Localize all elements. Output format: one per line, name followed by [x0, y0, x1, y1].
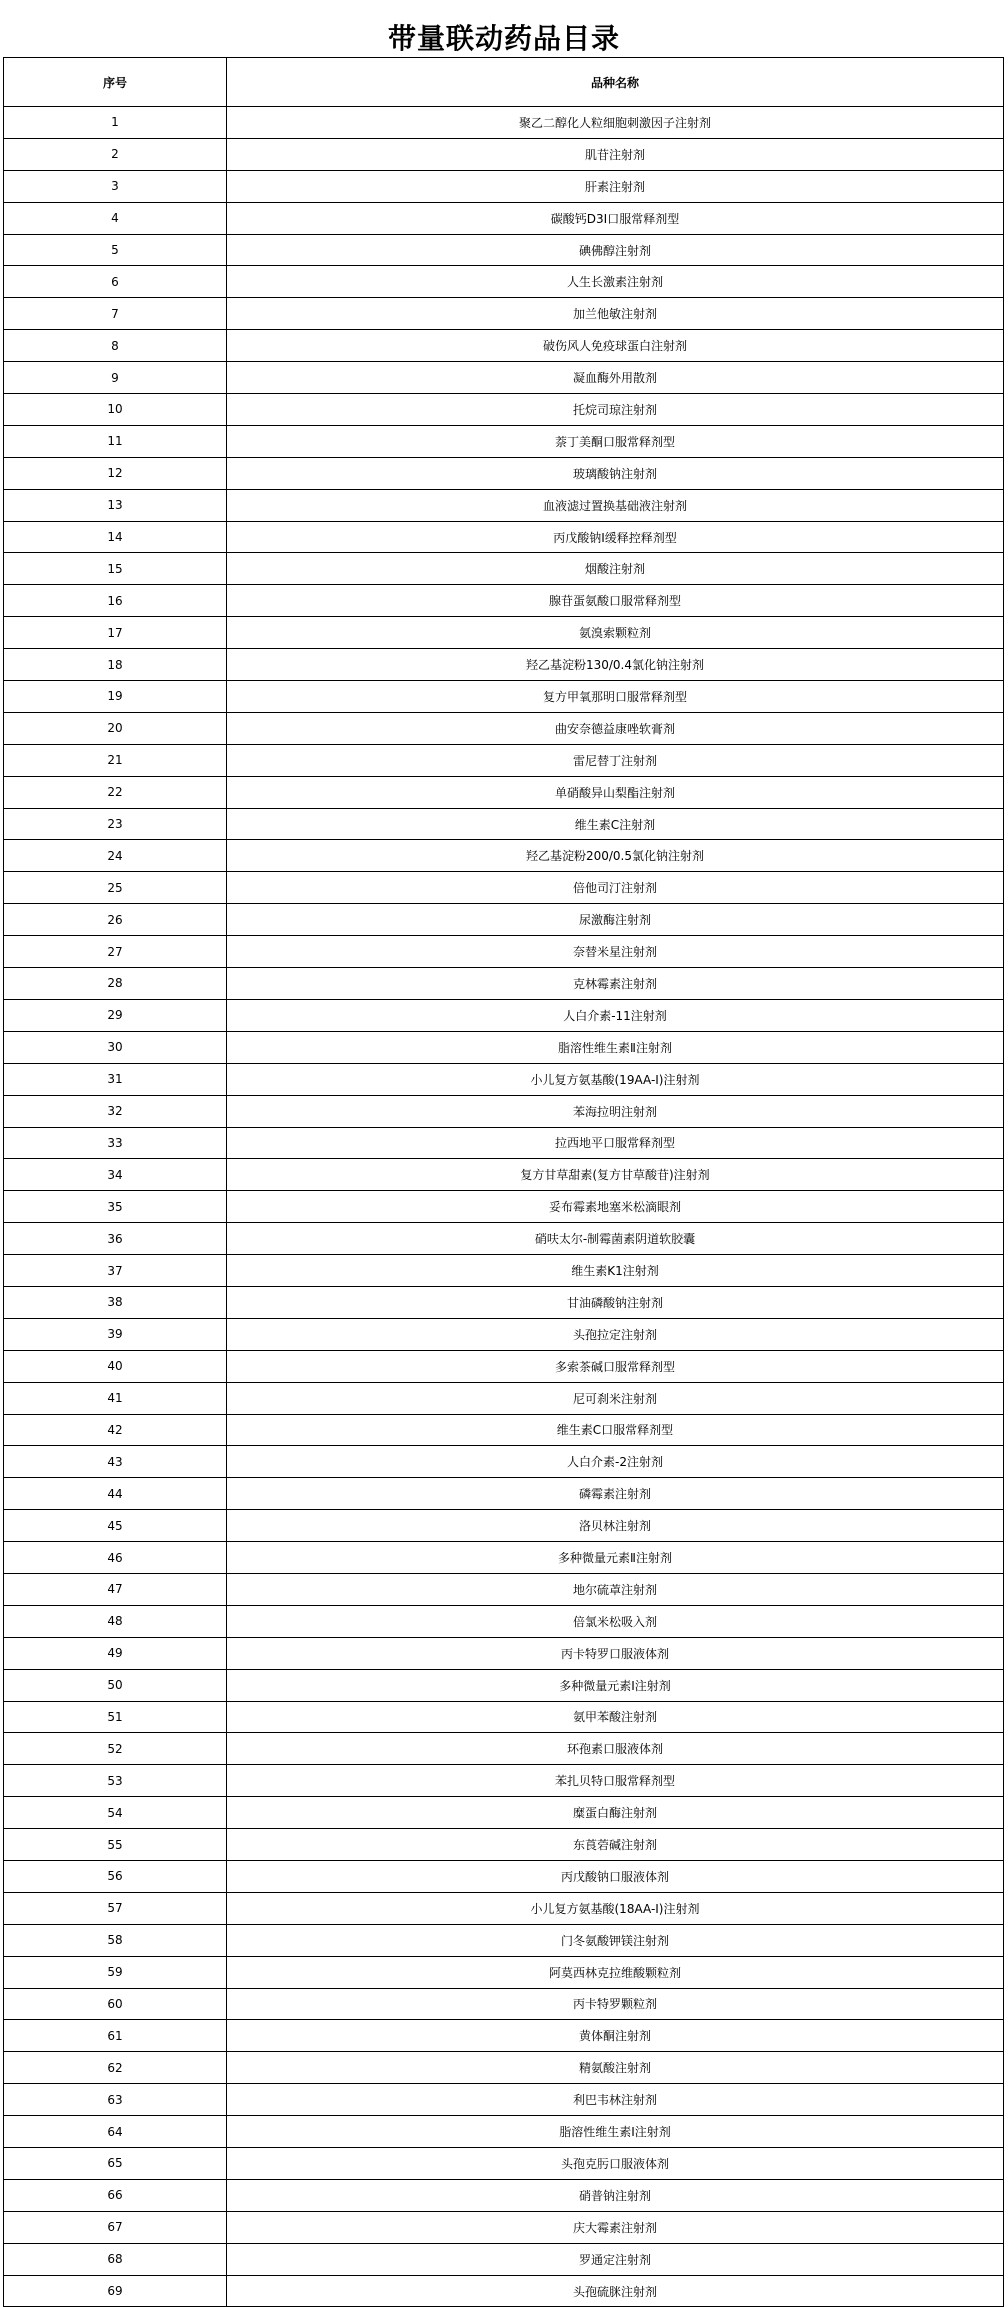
drug-name-cell: 甘油磷酸钠注射剂: [227, 1286, 1004, 1318]
drug-name-cell: 人白介素-2注射剂: [227, 1446, 1004, 1478]
table-row: [4, 1860, 1004, 1892]
drug-name-cell: 脂溶性维生素Ⅱ注射剂: [227, 1031, 1004, 1063]
serial-number-cell: 5: [4, 234, 227, 266]
drug-name-cell: 硝普钠注射剂: [227, 2179, 1004, 2211]
column-header-serial-number: 序号: [4, 58, 227, 107]
table-row: [4, 1988, 1004, 2020]
drug-name-cell: 洛贝林注射剂: [227, 1510, 1004, 1542]
drug-name-cell: 托烷司琼注射剂: [227, 394, 1004, 426]
drug-name-cell: 肌苷注射剂: [227, 138, 1004, 170]
drug-name-cell: 脂溶性维生素Ⅰ注射剂: [227, 2116, 1004, 2148]
drug-name-cell: 利巴韦林注射剂: [227, 2084, 1004, 2116]
table-row: [4, 170, 1004, 202]
serial-number-cell: 56: [4, 1860, 227, 1892]
table-row: [4, 2148, 1004, 2180]
drug-name-cell: 妥布霉素地塞米松滴眼剂: [227, 1191, 1004, 1223]
table-row: [4, 2116, 1004, 2148]
serial-number-cell: 41: [4, 1382, 227, 1414]
drug-name-cell: 环孢素口服液体剂: [227, 1733, 1004, 1765]
serial-number-cell: 45: [4, 1510, 227, 1542]
table-row: [4, 521, 1004, 553]
serial-number-cell: 26: [4, 904, 227, 936]
serial-number-cell: 12: [4, 457, 227, 489]
drug-name-cell: 黄体酮注射剂: [227, 2020, 1004, 2052]
drug-name-cell: 肝素注射剂: [227, 170, 1004, 202]
serial-number-cell: 48: [4, 1605, 227, 1637]
drug-name-cell: 倍氯米松吸入剂: [227, 1605, 1004, 1637]
table-row: [4, 457, 1004, 489]
serial-number-cell: 28: [4, 968, 227, 1000]
serial-number-cell: 42: [4, 1414, 227, 1446]
table-row: [4, 202, 1004, 234]
serial-number-cell: 30: [4, 1031, 227, 1063]
drug-name-cell: 多索茶碱口服常释剂型: [227, 1350, 1004, 1382]
serial-number-cell: 46: [4, 1542, 227, 1574]
drug-name-cell: 拉西地平口服常释剂型: [227, 1127, 1004, 1159]
table-row: [4, 1286, 1004, 1318]
serial-number-cell: 67: [4, 2211, 227, 2243]
table-row: [4, 1956, 1004, 1988]
drug-name-cell: 头孢拉定注射剂: [227, 1318, 1004, 1350]
drug-name-cell: 东莨菪碱注射剂: [227, 1829, 1004, 1861]
drug-name-cell: 奈替米星注射剂: [227, 936, 1004, 968]
drug-name-cell: 多种微量元素Ⅰ注射剂: [227, 1669, 1004, 1701]
page-title: 带量联动药品目录: [387, 22, 620, 55]
serial-number-cell: 55: [4, 1829, 227, 1861]
drug-name-cell: 丙卡特罗口服液体剂: [227, 1637, 1004, 1669]
table-row: [4, 1542, 1004, 1574]
table-row: [4, 362, 1004, 394]
table-row: [4, 1892, 1004, 1924]
drug-name-cell: 头孢硫脒注射剂: [227, 2275, 1004, 2307]
table-row: [4, 968, 1004, 1000]
table-row: [4, 1350, 1004, 1382]
serial-number-cell: 54: [4, 1797, 227, 1829]
table-row: [4, 1446, 1004, 1478]
serial-number-cell: 69: [4, 2275, 227, 2307]
serial-number-cell: 50: [4, 1669, 227, 1701]
drug-name-cell: 复方甘草甜素(复方甘草酸苷)注射剂: [227, 1159, 1004, 1191]
drug-name-cell: 尼可刹米注射剂: [227, 1382, 1004, 1414]
table-row: [4, 138, 1004, 170]
serial-number-cell: 16: [4, 585, 227, 617]
serial-number-cell: 17: [4, 617, 227, 649]
serial-number-cell: 11: [4, 425, 227, 457]
drug-name-cell: 精氨酸注射剂: [227, 2052, 1004, 2084]
serial-number-cell: 47: [4, 1573, 227, 1605]
table-row: [4, 1318, 1004, 1350]
serial-number-cell: 60: [4, 1988, 227, 2020]
drug-catalog-table: [3, 57, 1004, 2307]
table-row: [4, 1733, 1004, 1765]
drug-name-cell: 维生素K1注射剂: [227, 1255, 1004, 1287]
drug-name-cell: 曲安奈德益康唑软膏剂: [227, 712, 1004, 744]
drug-name-cell: 门冬氨酸钾镁注射剂: [227, 1924, 1004, 1956]
serial-number-cell: 39: [4, 1318, 227, 1350]
table-row: [4, 1669, 1004, 1701]
table-row: [4, 2020, 1004, 2052]
table-row: [4, 999, 1004, 1031]
table-row: [4, 1414, 1004, 1446]
table-row: [4, 394, 1004, 426]
table-row: [4, 489, 1004, 521]
table-row: [4, 1127, 1004, 1159]
table-row: [4, 2084, 1004, 2116]
table-row: [4, 1095, 1004, 1127]
serial-number-cell: 15: [4, 553, 227, 585]
table-row: [4, 1382, 1004, 1414]
table-row: [4, 2243, 1004, 2275]
drug-name-cell: 地尔硫䓬注射剂: [227, 1573, 1004, 1605]
drug-name-cell: 苯海拉明注射剂: [227, 1095, 1004, 1127]
table-row: [4, 2179, 1004, 2211]
table-row: [4, 936, 1004, 968]
serial-number-cell: 25: [4, 872, 227, 904]
serial-number-cell: 61: [4, 2020, 227, 2052]
serial-number-cell: 38: [4, 1286, 227, 1318]
drug-name-cell: 苯扎贝特口服常释剂型: [227, 1765, 1004, 1797]
table-row: [4, 1829, 1004, 1861]
drug-name-cell: 倍他司汀注射剂: [227, 872, 1004, 904]
table-row: [4, 585, 1004, 617]
serial-number-cell: 36: [4, 1223, 227, 1255]
table-row: [4, 1605, 1004, 1637]
serial-number-cell: 49: [4, 1637, 227, 1669]
serial-number-cell: 4: [4, 202, 227, 234]
drug-name-cell: 糜蛋白酶注射剂: [227, 1797, 1004, 1829]
serial-number-cell: 9: [4, 362, 227, 394]
drug-name-cell: 维生素C注射剂: [227, 808, 1004, 840]
drug-name-cell: 破伤风人免疫球蛋白注射剂: [227, 330, 1004, 362]
drug-name-cell: 头孢克肟口服液体剂: [227, 2148, 1004, 2180]
drug-name-cell: 碳酸钙D3Ⅰ口服常释剂型: [227, 202, 1004, 234]
table-row: [4, 1797, 1004, 1829]
serial-number-cell: 43: [4, 1446, 227, 1478]
serial-number-cell: 6: [4, 266, 227, 298]
drug-name-cell: 聚乙二醇化人粒细胞刺激因子注射剂: [227, 107, 1004, 139]
table-row: [4, 553, 1004, 585]
table-row: [4, 2052, 1004, 2084]
table-row: [4, 776, 1004, 808]
serial-number-cell: 63: [4, 2084, 227, 2116]
drug-name-cell: 羟乙基淀粉200/0.5氯化钠注射剂: [227, 840, 1004, 872]
serial-number-cell: 64: [4, 2116, 227, 2148]
serial-number-cell: 10: [4, 394, 227, 426]
serial-number-cell: 27: [4, 936, 227, 968]
serial-number-cell: 3: [4, 170, 227, 202]
drug-name-cell: 雷尼替丁注射剂: [227, 744, 1004, 776]
drug-name-cell: 复方甲氧那明口服常释剂型: [227, 681, 1004, 713]
table-row: [4, 1223, 1004, 1255]
table-row: [4, 617, 1004, 649]
serial-number-cell: 62: [4, 2052, 227, 2084]
serial-number-cell: 18: [4, 649, 227, 681]
table-row: [4, 1924, 1004, 1956]
drug-name-cell: 磷霉素注射剂: [227, 1478, 1004, 1510]
table-row: [4, 840, 1004, 872]
drug-name-cell: 小儿复方氨基酸(19AA-Ⅰ)注射剂: [227, 1063, 1004, 1095]
table-row: [4, 712, 1004, 744]
serial-number-cell: 20: [4, 712, 227, 744]
table-row: [4, 2275, 1004, 2307]
drug-name-cell: 罗通定注射剂: [227, 2243, 1004, 2275]
table-row: [4, 1191, 1004, 1223]
table-body: [4, 107, 1004, 2307]
drug-name-cell: 小儿复方氨基酸(18AA-Ⅰ)注射剂: [227, 1892, 1004, 1924]
serial-number-cell: 33: [4, 1127, 227, 1159]
drug-name-cell: 萘丁美酮口服常释剂型: [227, 425, 1004, 457]
serial-number-cell: 8: [4, 330, 227, 362]
drug-name-cell: 硝呋太尔-制霉菌素阴道软胶囊: [227, 1223, 1004, 1255]
table-row: [4, 266, 1004, 298]
table-row: [4, 1031, 1004, 1063]
serial-number-cell: 32: [4, 1095, 227, 1127]
serial-number-cell: 40: [4, 1350, 227, 1382]
serial-number-cell: 52: [4, 1733, 227, 1765]
serial-number-cell: 1: [4, 107, 227, 139]
serial-number-cell: 29: [4, 999, 227, 1031]
drug-name-cell: 多种微量元素Ⅱ注射剂: [227, 1542, 1004, 1574]
drug-name-cell: 玻璃酸钠注射剂: [227, 457, 1004, 489]
table-row: [4, 425, 1004, 457]
drug-name-cell: 单硝酸异山梨酯注射剂: [227, 776, 1004, 808]
table-row: [4, 1701, 1004, 1733]
drug-name-cell: 尿激酶注射剂: [227, 904, 1004, 936]
serial-number-cell: 7: [4, 298, 227, 330]
table-row: [4, 808, 1004, 840]
serial-number-cell: 21: [4, 744, 227, 776]
drug-name-cell: 碘佛醇注射剂: [227, 234, 1004, 266]
drug-name-cell: 烟酸注射剂: [227, 553, 1004, 585]
table-row: [4, 1478, 1004, 1510]
table-row: [4, 2211, 1004, 2243]
drug-name-cell: 丙卡特罗颗粒剂: [227, 1988, 1004, 2020]
serial-number-cell: 57: [4, 1892, 227, 1924]
serial-number-cell: 65: [4, 2148, 227, 2180]
serial-number-cell: 66: [4, 2179, 227, 2211]
table-row: [4, 1255, 1004, 1287]
drug-name-cell: 腺苷蛋氨酸口服常释剂型: [227, 585, 1004, 617]
table-row: [4, 681, 1004, 713]
serial-number-cell: 53: [4, 1765, 227, 1797]
serial-number-cell: 51: [4, 1701, 227, 1733]
table-header-row: [4, 58, 1004, 107]
drug-name-cell: 丙戊酸钠Ⅰ缓释控释剂型: [227, 521, 1004, 553]
drug-name-cell: 克林霉素注射剂: [227, 968, 1004, 1000]
table-row: [4, 1510, 1004, 1542]
serial-number-cell: 44: [4, 1478, 227, 1510]
serial-number-cell: 35: [4, 1191, 227, 1223]
table-row: [4, 1159, 1004, 1191]
drug-name-cell: 庆大霉素注射剂: [227, 2211, 1004, 2243]
drug-name-cell: 加兰他敏注射剂: [227, 298, 1004, 330]
serial-number-cell: 2: [4, 138, 227, 170]
drug-name-cell: 人白介素-11注射剂: [227, 999, 1004, 1031]
drug-name-cell: 凝血酶外用散剂: [227, 362, 1004, 394]
table-row: [4, 1573, 1004, 1605]
serial-number-cell: 59: [4, 1956, 227, 1988]
drug-name-cell: 人生长激素注射剂: [227, 266, 1004, 298]
drug-name-cell: 丙戊酸钠口服液体剂: [227, 1860, 1004, 1892]
table-row: [4, 1637, 1004, 1669]
table-row: [4, 744, 1004, 776]
serial-number-cell: 31: [4, 1063, 227, 1095]
table-row: [4, 107, 1004, 139]
serial-number-cell: 22: [4, 776, 227, 808]
serial-number-cell: 23: [4, 808, 227, 840]
table-row: [4, 872, 1004, 904]
table-row: [4, 904, 1004, 936]
table-row: [4, 234, 1004, 266]
serial-number-cell: 37: [4, 1255, 227, 1287]
serial-number-cell: 34: [4, 1159, 227, 1191]
serial-number-cell: 19: [4, 681, 227, 713]
drug-name-cell: 维生素C口服常释剂型: [227, 1414, 1004, 1446]
drug-name-cell: 氨溴索颗粒剂: [227, 617, 1004, 649]
serial-number-cell: 24: [4, 840, 227, 872]
serial-number-cell: 13: [4, 489, 227, 521]
serial-number-cell: 58: [4, 1924, 227, 1956]
drug-name-cell: 羟乙基淀粉130/0.4氯化钠注射剂: [227, 649, 1004, 681]
drug-name-cell: 血液滤过置换基础液注射剂: [227, 489, 1004, 521]
table-row: [4, 298, 1004, 330]
table-row: [4, 1063, 1004, 1095]
serial-number-cell: 68: [4, 2243, 227, 2275]
drug-name-cell: 阿莫西林克拉维酸颗粒剂: [227, 1956, 1004, 1988]
drug-name-cell: 氨甲苯酸注射剂: [227, 1701, 1004, 1733]
column-header-drug-name: 品种名称: [227, 58, 1004, 107]
table-row: [4, 1765, 1004, 1797]
table-row: [4, 330, 1004, 362]
table-row: [4, 649, 1004, 681]
serial-number-cell: 14: [4, 521, 227, 553]
